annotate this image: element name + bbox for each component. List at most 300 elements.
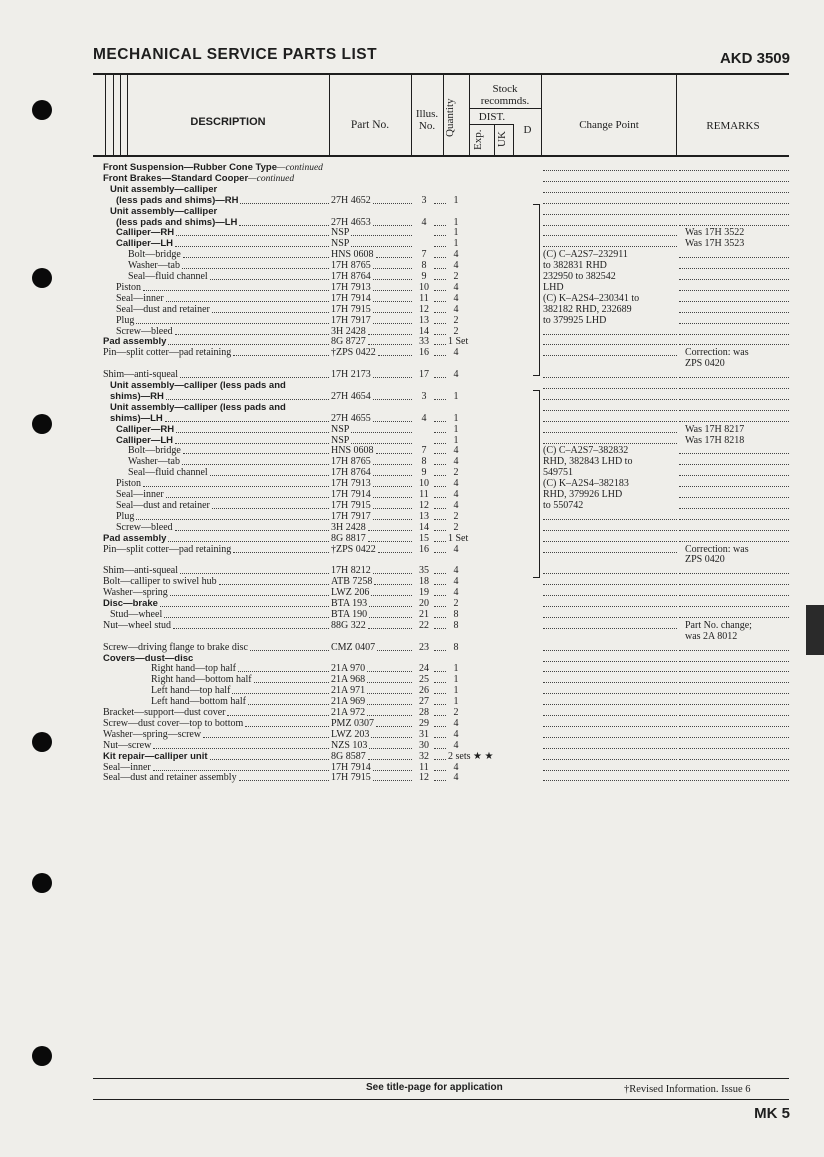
leader-dots: [543, 715, 677, 716]
leader-dots: [210, 475, 329, 476]
row-illus-no: 16: [419, 347, 429, 358]
row-part-no: 27H 4654: [331, 391, 371, 402]
leader-dots: [679, 726, 789, 727]
row-quantity: 4: [453, 740, 459, 751]
table-row: [0, 347, 824, 358]
row-illus-no: 7: [421, 445, 427, 456]
row-quantity: 1 Set: [448, 336, 469, 347]
row-description: Seal—dust and retainer: [116, 500, 210, 511]
row-illus-no: 29: [419, 718, 429, 729]
leader-dots: [679, 181, 789, 182]
row-description: Shim—anti-squeal: [103, 369, 178, 380]
leader-dots: [374, 584, 412, 585]
leader-dots: [166, 301, 329, 302]
leader-dots: [543, 770, 677, 771]
row-description: Bracket—support—dust cover: [103, 707, 226, 718]
row-description: Right hand—top half: [151, 663, 236, 674]
leader-dots: [679, 661, 789, 662]
leader-dots: [373, 225, 412, 226]
leader-dots: [373, 377, 412, 378]
table-row: [0, 500, 824, 511]
col-description: DESCRIPTION: [190, 116, 266, 128]
table-row: [0, 489, 824, 500]
row-part-no: HNS 0608: [331, 249, 374, 260]
row-illus-no: 26: [419, 685, 429, 696]
row-change-point: (C) K–A2S4–382183: [543, 478, 629, 489]
leader-dots: [373, 486, 412, 487]
leader-dots: [351, 235, 412, 236]
punch-hole: [32, 1046, 52, 1066]
row-part-no: 8G 8587: [331, 751, 366, 762]
leader-dots: [143, 486, 329, 487]
row-part-no: BTA 193: [331, 598, 368, 609]
leader-dots: [543, 519, 677, 520]
leader-dots: [238, 671, 329, 672]
table-row: [0, 729, 824, 740]
col-d: D: [523, 124, 532, 136]
leader-dots: [160, 606, 329, 607]
leader-dots: [239, 225, 329, 226]
leader-dots: [254, 682, 329, 683]
leader-dots: [168, 344, 329, 345]
row-illus-no: 3: [421, 195, 427, 206]
leader-dots: [543, 682, 677, 683]
row-quantity: 4: [453, 369, 459, 380]
leader-dots: [180, 573, 329, 574]
table-row: [0, 391, 824, 402]
row-remarks: Part No. change;: [685, 620, 752, 631]
leader-dots: [679, 192, 789, 193]
table-row: [0, 336, 824, 347]
leader-dots: [679, 214, 789, 215]
row-change-point: (C) K–A2S4–230341 to: [543, 293, 640, 304]
row-description: Seal—inner: [116, 293, 164, 304]
col-illus-no: Illus. No.: [415, 108, 439, 132]
leader-dots: [180, 377, 329, 378]
table-row: [0, 380, 824, 391]
leader-dots: [679, 399, 789, 400]
table-row: [0, 609, 824, 620]
row-quantity: 4: [453, 587, 459, 598]
table-row: [0, 162, 824, 173]
row-quantity: 4: [453, 565, 459, 576]
row-part-no: NSP: [331, 424, 350, 435]
leader-dots: [679, 421, 789, 422]
table-row: [0, 293, 824, 304]
row-part-no: 21A 969: [331, 696, 366, 707]
leader-dots: [434, 344, 446, 345]
row-description: Nut—wheel stud: [103, 620, 172, 631]
leader-dots: [543, 671, 677, 672]
row-quantity: 4: [453, 260, 459, 271]
table-row: [0, 271, 824, 282]
row-part-no: 17H 7914: [331, 762, 371, 773]
row-part-no: HNS 0608: [331, 445, 374, 456]
row-change-point: (C) C–A2S7–382832: [543, 445, 629, 456]
row-description: Bolt—calliper to swivel hub: [103, 576, 217, 587]
row-illus-no: 33: [419, 336, 429, 347]
leader-dots: [679, 508, 789, 509]
table-row: [0, 674, 824, 685]
leader-dots: [543, 443, 677, 444]
leader-dots: [176, 432, 329, 433]
row-illus-no: 14: [419, 326, 429, 337]
table-row: [0, 696, 824, 707]
leader-dots: [212, 508, 329, 509]
row-description: Disc—brake: [103, 598, 158, 609]
leader-dots: [543, 595, 677, 596]
leader-dots: [679, 693, 789, 694]
table-row: [0, 631, 824, 642]
col-quantity: Quantity: [444, 98, 456, 138]
row-description: Calliper—RH: [116, 227, 175, 238]
leader-dots: [153, 770, 329, 771]
row-part-no: NSP: [331, 238, 350, 249]
row-illus-no: 15: [419, 533, 429, 544]
leader-dots: [543, 344, 677, 345]
table-row: [0, 587, 824, 598]
row-quantity: 2 sets ★ ★: [448, 751, 494, 762]
table-row: [0, 227, 824, 238]
row-description: Kit repair—calliper unit: [103, 751, 208, 762]
leader-dots: [373, 770, 412, 771]
table-row: [0, 260, 824, 271]
table-row: [0, 369, 824, 380]
row-illus-no: 31: [419, 729, 429, 740]
leader-dots: [250, 650, 329, 651]
table-row: [0, 751, 824, 762]
leader-dots: [367, 693, 412, 694]
leader-dots: [367, 671, 412, 672]
leader-dots: [679, 475, 789, 476]
row-description: Piston: [116, 478, 142, 489]
row-quantity: 8: [453, 642, 459, 653]
leader-dots: [543, 584, 677, 585]
leader-dots: [240, 203, 329, 204]
row-part-no: 17H 7915: [331, 772, 371, 783]
row-description: Calliper—RH: [116, 424, 175, 435]
leader-dots: [543, 693, 677, 694]
leader-dots: [679, 225, 789, 226]
row-part-no: 27H 4655: [331, 413, 371, 424]
table-row: [0, 184, 824, 195]
leader-dots: [373, 312, 412, 313]
row-change-point: to 382831 RHD: [543, 260, 607, 271]
leader-dots: [679, 497, 789, 498]
row-description: Pad assembly: [103, 533, 167, 544]
leader-dots: [543, 181, 677, 182]
row-quantity: 1: [453, 663, 459, 674]
row-description: Screw—driving flange to brake disc: [103, 642, 248, 653]
row-part-no: LWZ 206: [331, 587, 370, 598]
leader-dots: [543, 737, 677, 738]
row-description: shims)—RH: [110, 391, 164, 402]
table-row: [0, 554, 824, 565]
leader-dots: [203, 737, 329, 738]
leader-dots: [245, 726, 329, 727]
row-illus-no: 20: [419, 598, 429, 609]
col-change-point: Change Point: [579, 119, 639, 131]
leader-dots: [543, 530, 677, 531]
leader-dots: [679, 595, 789, 596]
row-illus-no: 4: [421, 413, 427, 424]
leader-dots: [351, 443, 412, 444]
leader-dots: [368, 628, 412, 629]
leader-dots: [175, 530, 329, 531]
row-change-point: to 379925 LHD: [543, 315, 607, 326]
leader-dots: [543, 203, 677, 204]
row-quantity: 1: [453, 391, 459, 402]
row-description-suffix: —continued: [277, 163, 323, 173]
row-part-no: 17H 7913: [331, 282, 371, 293]
table-row: [0, 772, 824, 783]
row-part-no: 17H 7915: [331, 304, 371, 315]
leader-dots: [371, 595, 412, 596]
leader-dots: [543, 170, 677, 171]
row-remarks: ZPS 0420: [685, 358, 725, 369]
punch-hole: [32, 100, 52, 120]
row-part-no: 3H 2428: [331, 522, 366, 533]
leader-dots: [373, 780, 412, 781]
leader-dots: [377, 650, 412, 651]
leader-dots: [143, 290, 329, 291]
page-number: MK 5: [754, 1105, 790, 1122]
row-quantity: 1 Set: [448, 533, 469, 544]
row-illus-no: 8: [421, 456, 427, 467]
row-part-no: 17H 7917: [331, 315, 371, 326]
leader-dots: [434, 759, 446, 760]
leader-dots: [183, 257, 329, 258]
leader-dots: [351, 432, 412, 433]
leader-dots: [543, 377, 677, 378]
leader-dots: [176, 235, 329, 236]
row-part-no: LWZ 203: [331, 729, 370, 740]
row-part-no: 17H 8765: [331, 456, 371, 467]
leader-dots: [227, 715, 329, 716]
row-illus-no: 27: [419, 696, 429, 707]
row-part-no: 21A 972: [331, 707, 366, 718]
row-quantity: 1: [453, 238, 459, 249]
leader-dots: [373, 323, 412, 324]
row-description: Screw—bleed: [116, 326, 173, 337]
row-change-point: 549751: [543, 467, 573, 478]
leader-dots: [679, 279, 789, 280]
row-quantity: 4: [453, 304, 459, 315]
leader-dots: [210, 759, 329, 760]
row-description: Washer—tab: [128, 456, 180, 467]
row-illus-no: 28: [419, 707, 429, 718]
leader-dots: [210, 279, 329, 280]
row-quantity: 2: [453, 511, 459, 522]
row-remarks: Correction: was: [685, 544, 749, 555]
row-quantity: 2: [453, 271, 459, 282]
leader-dots: [679, 519, 789, 520]
row-description: Pad assembly: [103, 336, 167, 347]
row-illus-no: 21: [419, 609, 429, 620]
row-quantity: 8: [453, 620, 459, 631]
leader-dots: [543, 355, 677, 356]
leader-dots: [679, 203, 789, 204]
row-part-no: †ZPS 0422: [331, 347, 376, 358]
row-description: Bolt—bridge: [128, 249, 181, 260]
leader-dots: [175, 334, 329, 335]
leader-dots: [373, 290, 412, 291]
leader-dots: [232, 693, 329, 694]
row-description: Washer—spring—screw: [103, 729, 202, 740]
leader-dots: [543, 334, 677, 335]
row-description: Stud—wheel: [110, 609, 163, 620]
leader-dots: [679, 584, 789, 585]
leader-dots: [543, 421, 677, 422]
row-quantity: 2: [453, 707, 459, 718]
row-description: Plug: [116, 315, 135, 326]
row-illus-no: 24: [419, 663, 429, 674]
row-quantity: 1: [453, 195, 459, 206]
row-change-point: (C) C–A2S7–232911: [543, 249, 628, 260]
leader-dots: [679, 334, 789, 335]
row-part-no: 17H 8764: [331, 271, 371, 282]
row-part-no: 88G 322: [331, 620, 366, 631]
row-illus-no: 9: [421, 467, 427, 478]
row-change-point: LHD: [543, 282, 564, 293]
leader-dots: [543, 759, 677, 760]
row-description: Washer—spring: [103, 587, 168, 598]
leader-dots: [679, 530, 789, 531]
leader-dots: [543, 628, 677, 629]
row-description: Front Brakes—Standard Cooper—continued: [103, 173, 295, 184]
row-part-no: 21A 970: [331, 663, 366, 674]
leader-dots: [679, 715, 789, 716]
row-description: Shim—anti-squeal: [103, 565, 178, 576]
row-description: Plug: [116, 511, 135, 522]
table-row: [0, 282, 824, 293]
table-row: [0, 533, 824, 544]
row-change-point: RHD, 382843 LHD to: [543, 456, 633, 467]
leader-dots: [679, 682, 789, 683]
row-part-no: NZS 103: [331, 740, 368, 751]
row-quantity: 1: [453, 435, 459, 446]
table-row: [0, 663, 824, 674]
punch-hole: [32, 873, 52, 893]
row-description: Seal—fluid channel: [128, 271, 208, 282]
table-row: [0, 478, 824, 489]
row-quantity: 1: [453, 674, 459, 685]
row-quantity: 4: [453, 500, 459, 511]
row-quantity: 4: [453, 293, 459, 304]
row-quantity: 1: [453, 696, 459, 707]
leader-dots: [369, 748, 412, 749]
row-illus-no: 23: [419, 642, 429, 653]
leader-dots: [543, 214, 677, 215]
table-row: [0, 445, 824, 456]
leader-dots: [368, 541, 412, 542]
row-description: Seal—fluid channel: [128, 467, 208, 478]
leader-dots: [368, 759, 412, 760]
leader-dots: [373, 421, 412, 422]
row-quantity: 2: [453, 467, 459, 478]
row-description: Left hand—top half: [151, 685, 231, 696]
leader-dots: [679, 486, 789, 487]
leader-dots: [368, 334, 412, 335]
leader-dots: [679, 170, 789, 171]
leader-dots: [239, 780, 329, 781]
leader-dots: [351, 246, 412, 247]
leader-dots: [543, 573, 677, 574]
change-point-bracket: [533, 204, 540, 376]
leader-dots: [543, 726, 677, 727]
leader-dots: [369, 606, 412, 607]
row-illus-no: 17: [419, 369, 429, 380]
leader-dots: [543, 399, 677, 400]
row-description: Washer—tab: [128, 260, 180, 271]
leader-dots: [373, 203, 412, 204]
table-row: [0, 304, 824, 315]
row-illus-no: 13: [419, 511, 429, 522]
row-part-no: 8G 8817: [331, 533, 366, 544]
row-part-no: 17H 7914: [331, 489, 371, 500]
leader-dots: [679, 780, 789, 781]
leader-dots: [212, 312, 329, 313]
row-description: Bolt—bridge: [128, 445, 181, 456]
row-illus-no: 12: [419, 772, 429, 783]
row-remarks: Correction: was: [685, 347, 749, 358]
leader-dots: [543, 541, 677, 542]
row-quantity: 4: [453, 478, 459, 489]
table-row: [0, 249, 824, 260]
row-part-no: 17H 7913: [331, 478, 371, 489]
table-row: [0, 402, 824, 413]
leader-dots: [543, 235, 677, 236]
leader-dots: [543, 780, 677, 781]
row-description: Nut—screw: [103, 740, 152, 751]
leader-dots: [679, 770, 789, 771]
row-part-no: NSP: [331, 435, 350, 446]
row-description: Unit assembly—calliper (less pads and: [110, 402, 286, 413]
row-remarks: ZPS 0420: [685, 554, 725, 565]
leader-dots: [543, 225, 677, 226]
leader-dots: [543, 192, 677, 193]
leader-dots: [679, 410, 789, 411]
row-description: Covers—dust—disc: [103, 653, 194, 664]
leader-dots: [233, 552, 329, 553]
row-description: Seal—inner: [103, 762, 151, 773]
row-quantity: 4: [453, 282, 459, 293]
leader-dots: [679, 650, 789, 651]
row-quantity: 4: [453, 445, 459, 456]
row-description: Left hand—bottom half: [151, 696, 246, 707]
row-illus-no: 14: [419, 522, 429, 533]
row-description: Seal—dust and retainer assembly: [103, 772, 237, 783]
leader-dots: [367, 704, 412, 705]
leader-dots: [543, 432, 677, 433]
leader-dots: [376, 453, 412, 454]
col-dist: DIST.: [478, 111, 506, 123]
row-quantity: 4: [453, 544, 459, 555]
row-illus-no: 22: [419, 620, 429, 631]
row-illus-no: 12: [419, 304, 429, 315]
table-row: [0, 642, 824, 653]
row-description: shims)—LH: [110, 413, 163, 424]
row-quantity: 1: [453, 413, 459, 424]
table-row: [0, 565, 824, 576]
leader-dots: [373, 279, 412, 280]
leader-dots: [378, 552, 412, 553]
row-illus-no: 12: [419, 500, 429, 511]
leader-dots: [543, 661, 677, 662]
row-description: Calliper—LH: [116, 238, 174, 249]
leader-dots: [543, 410, 677, 411]
leader-dots: [367, 715, 412, 716]
